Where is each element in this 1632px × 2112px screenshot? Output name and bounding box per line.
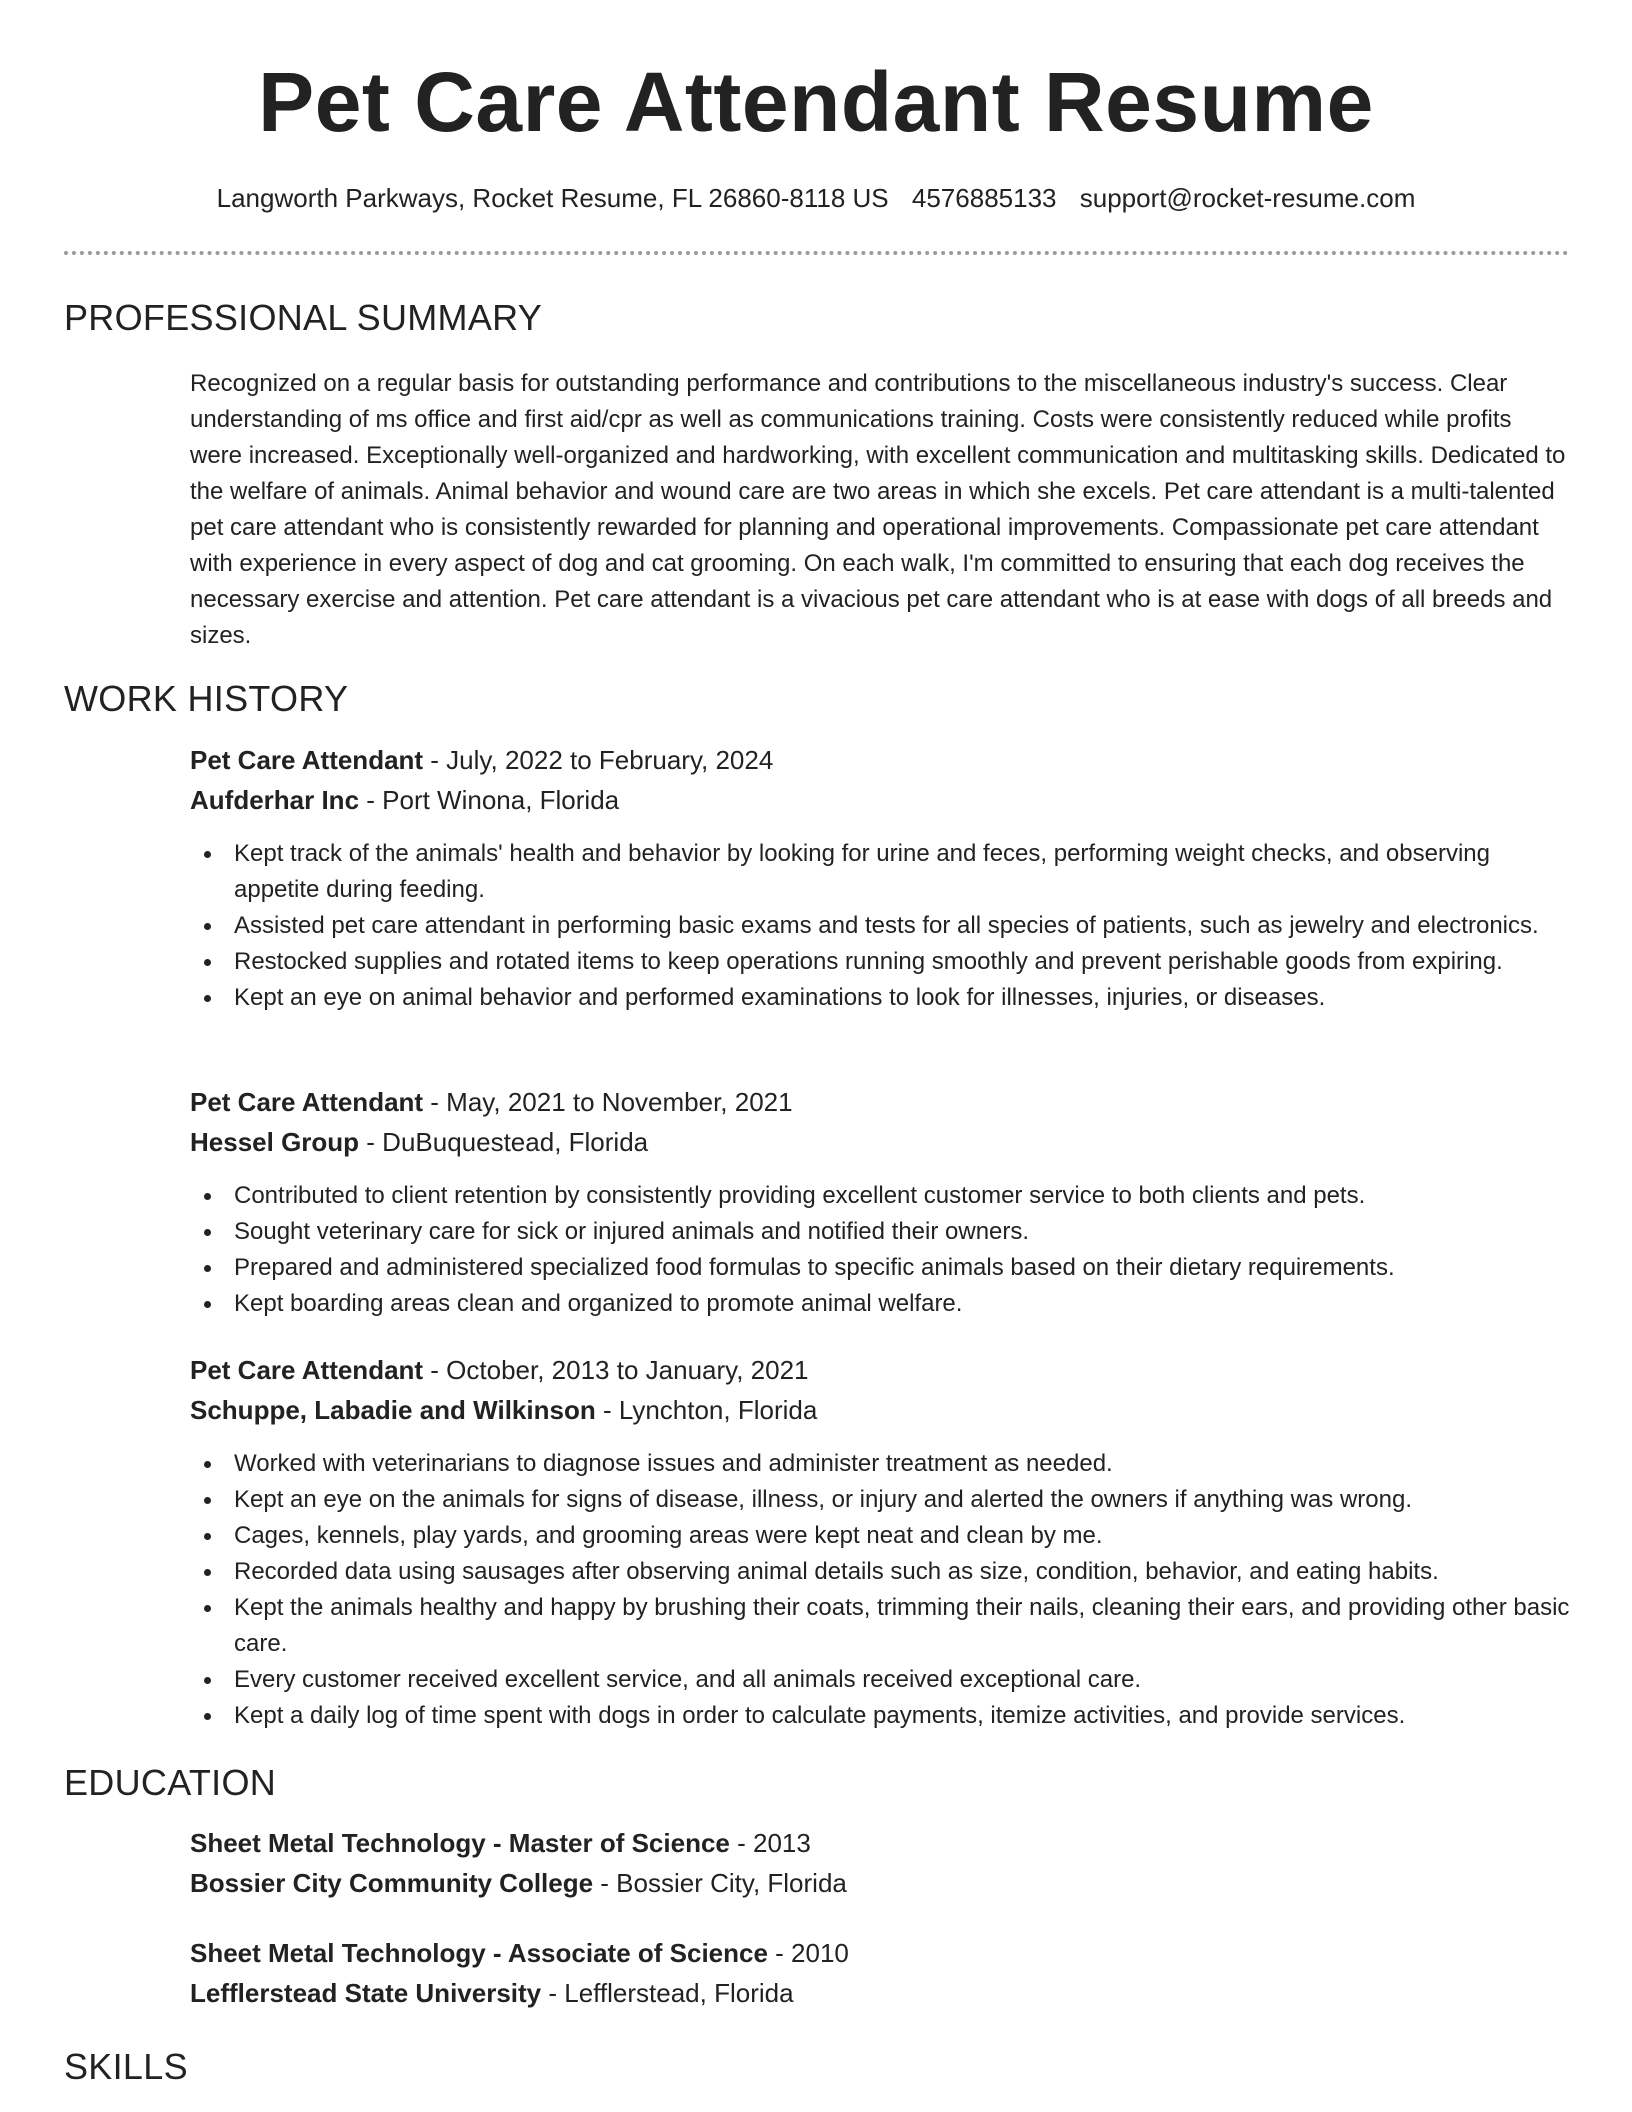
education-year: - 2010 bbox=[767, 1938, 849, 1968]
list-item: Kept boarding areas clean and organized to promote animal welfare. bbox=[190, 1286, 1570, 1322]
education-school-line bbox=[190, 1975, 794, 2011]
summary-heading: PROFESSIONAL SUMMARY bbox=[64, 297, 543, 338]
job-company: Aufderhar Inc bbox=[190, 785, 360, 815]
list-item: Kept an eye on the animals for signs of disease, illness, or injury and alerted the owners if anything was wrong. bbox=[190, 1482, 1570, 1518]
list-item: Kept track of the animals' health and behavior by looking for urine and feces, performing weight checks, and observing appetite during feeding. bbox=[190, 836, 1570, 908]
job-dates: - October, 2013 to January, 2021 bbox=[423, 1355, 809, 1385]
contact-line bbox=[0, 180, 1632, 216]
job-company: Schuppe, Labadie and Wilkinson bbox=[190, 1395, 596, 1425]
job-title-line bbox=[190, 742, 773, 778]
education-school-line bbox=[190, 1865, 847, 1901]
job-company-line bbox=[190, 1124, 648, 1160]
education-degree: Sheet Metal Technology - Master of Science bbox=[190, 1828, 730, 1858]
contact-phone: 4576885133 bbox=[911, 183, 1057, 213]
job-company-line bbox=[190, 1392, 817, 1428]
education-location: - Bossier City, Florida bbox=[593, 1868, 847, 1898]
job-bullets bbox=[190, 1446, 1570, 1734]
list-item: Sought veterinary care for sick or injured animals and notified their owners. bbox=[190, 1214, 1570, 1250]
list-item: Kept a daily log of time spent with dogs in order to calculate payments, itemize activities, and provide services. bbox=[190, 1698, 1570, 1734]
list-item: Worked with veterinarians to diagnose issues and administer treatment as needed. bbox=[190, 1446, 1570, 1482]
job-title: Pet Care Attendant bbox=[190, 1355, 424, 1385]
education-degree: Sheet Metal Technology - Associate of Science bbox=[190, 1938, 768, 1968]
list-item: Cages, kennels, play yards, and grooming areas were kept neat and clean by me. bbox=[190, 1518, 1570, 1554]
job-company: Hessel Group bbox=[190, 1127, 360, 1157]
education-degree-line bbox=[190, 1825, 811, 1861]
header-divider bbox=[64, 251, 1569, 255]
list-item: Prepared and administered specialized food formulas to specific animals based on their dietary requirements. bbox=[190, 1250, 1570, 1286]
list-item: Kept the animals healthy and happy by brushing their coats, trimming their nails, cleaning their ears, and providing other basic care. bbox=[190, 1590, 1570, 1662]
job-title-line bbox=[190, 1084, 793, 1120]
job-title-line bbox=[190, 1352, 809, 1388]
resume-title: Pet Care Attendant Resume bbox=[258, 55, 1374, 149]
job-location: - Port Winona, Florida bbox=[359, 785, 620, 815]
list-item: Contributed to client retention by consistently providing excellent customer service to both clients and pets. bbox=[190, 1178, 1570, 1214]
list-item: Kept an eye on animal behavior and performed examinations to look for illnesses, injuries, or diseases. bbox=[190, 980, 1570, 1016]
job-bullets bbox=[190, 836, 1570, 1016]
job-location: - DuBuquestead, Florida bbox=[359, 1127, 649, 1157]
work-history-heading: WORK HISTORY bbox=[64, 678, 349, 719]
job-dates: - July, 2022 to February, 2024 bbox=[423, 745, 774, 775]
summary-text: Recognized on a regular basis for outstanding performance and contributions to the miscellaneous industry's success. Clear understanding of ms office and first aid/cpr as well as communications training. Costs were consistently reduced while profits were increased. Exceptionally well-organized and hardworking, with excellent communication and multitasking skills. Dedicated to the welfare of animals. Animal behavior and wound care are two areas in which she excels. Pet care attendant is a multi-talented pet care attendant who is consistently rewarded for planning and operational improvements. Compassionate pet care attendant with experience in every aspect of dog and cat grooming. On each walk, I'm committed to ensuring that each dog receives the necessary exercise and attention. Pet care attendant is a vivacious pet care attendant who is at ease with dogs of all breeds and sizes. bbox=[190, 370, 1566, 649]
education-degree-line bbox=[190, 1935, 849, 1971]
contact-email: support@rocket-resume.com bbox=[1079, 183, 1416, 213]
job-title: Pet Care Attendant bbox=[190, 1087, 424, 1117]
education-school: Bossier City Community College bbox=[190, 1868, 594, 1898]
education-year: - 2013 bbox=[729, 1828, 811, 1858]
job-title: Pet Care Attendant bbox=[190, 745, 424, 775]
job-company-line bbox=[190, 782, 619, 818]
job-bullets bbox=[190, 1178, 1570, 1322]
job-dates: - May, 2021 to November, 2021 bbox=[423, 1087, 793, 1117]
education-heading: EDUCATION bbox=[64, 1762, 277, 1803]
job-location: - Lynchton, Florida bbox=[595, 1395, 818, 1425]
skills-heading: SKILLS bbox=[64, 2046, 188, 2087]
education-location: - Lefflerstead, Florida bbox=[541, 1978, 794, 2008]
list-item: Every customer received excellent service, and all animals received exceptional care. bbox=[190, 1662, 1570, 1698]
contact-address: Langworth Parkways, Rocket Resume, FL 26860-8118 US bbox=[216, 183, 889, 213]
list-item: Assisted pet care attendant in performing basic exams and tests for all species of patients, such as jewelry and electronics. bbox=[190, 908, 1570, 944]
list-item: Restocked supplies and rotated items to keep operations running smoothly and prevent perishable goods from expiring. bbox=[190, 944, 1570, 980]
list-item: Recorded data using sausages after observing animal details such as size, condition, behavior, and eating habits. bbox=[190, 1554, 1570, 1590]
education-school: Lefflerstead State University bbox=[190, 1978, 542, 2008]
